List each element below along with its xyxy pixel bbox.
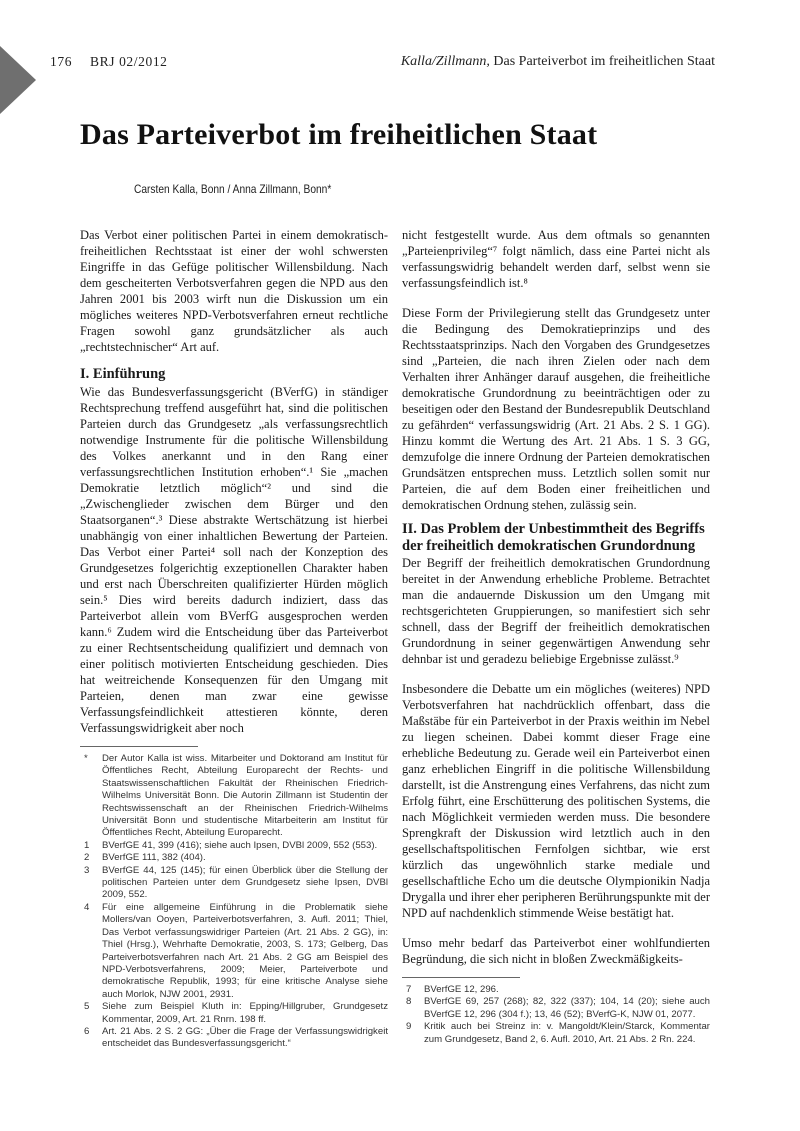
footnote: 9 Kritik auch bei Streinz in: v. Mangoldt/Klein/Starck, Kommentar zum Grundgesetz, Band 2, 6. Aufl. 2010, Art. 21 Abs. 2 Rn. 224. xyxy=(406,1021,710,1045)
running-header-authors: Kalla/Zillmann, xyxy=(400,54,490,69)
footnote-rule xyxy=(80,746,198,747)
left-footnotes xyxy=(80,753,388,1051)
page-number: 176 xyxy=(50,54,73,69)
footnote-rule xyxy=(402,977,520,978)
footnote: 2 BVerfGE 111, 382 (404). xyxy=(84,852,206,864)
footnote: 4 Für eine allgemeine Einführung in die Problematik siehe Mollers/van Ooyen, Parteiverbotsverfahren, 3. Aufl. 2011; Thiel, Das Verbot verfassungswidriger Parteien (Art. 21 Abs. 2 GG), in: Thiel (Hrsg.), Wehrhafte Demokratie, 2003, S. 173; Gelberg, Das Parteiverbotsverfahren nach Art. 21 Abs. 2 GG am Beispiel des NPD-Verbotsverfahrens, 2009; Meier, Parteiverbote und demokratische Republik, 1993; für eine kritische Analyse siehe auch Morlok, NJW 2001, 2931. xyxy=(84,901,388,1000)
footnote: 8 BVerfGE 69, 257 (268); 82, 322 (337); 104, 14 (20); siehe auch BVerfGE 12, 296 (304 f.); 13, 46 (52); BVerfG-K, NJW 01, 2077. xyxy=(406,996,710,1020)
running-header-left xyxy=(50,54,168,70)
right-footnotes xyxy=(402,984,710,1046)
footnote: 5 Siehe zum Beispiel Kluth in: Epping/Hillgruber, Grundgesetz Kommentar, 2009, Art. 21 Rnrn. 198 ff. xyxy=(84,1001,388,1025)
footnote: 1 BVerfGE 41, 399 (416); siehe auch Ipsen, DVBl 2009, 552 (553). xyxy=(84,839,378,851)
footnote: 7 BVerfGE 12, 296. xyxy=(406,984,499,995)
footnote: * Der Autor Kalla ist wiss. Mitarbeiter und Doktorand am Institut für Öffentliches Recht, Abteilung Europarecht der Rechts- und Staatswissenschaftlichen Fakultät der Rheinischen Friedrich-Wilhelms Universität Bonn. Die Autorin Zillmann ist Studentin der Rechtswissenschaft an der Rheinischen Friedrich-Wilhelms Universität Bonn und studentische Mitarbeiterin am Institut für Öffentliches Recht, Abteilung Europarecht. xyxy=(84,753,388,839)
running-header-title: Das Parteiverbot im freiheitlichen Staat xyxy=(493,54,715,69)
abstract-paragraph: Das Verbot einer politischen Partei in einem demokratisch-freiheitlichen Rechtsstaat ist einer der wohl schwersten Eingriffe in das Gefüge politischer Willensbildung. Nach dem gescheiterten Verbotsverfahren gegen die NPD aus den Jahren 2001 bis 2003 wirft nun die Diskussion um ein mögliches weiteres NPD-Verbotsverfahren erneut rechtliche Fragen sowohl ganz grundsätzlicher als auch „rechtstechnischer“ Art auf. xyxy=(80,228,388,354)
section-2-paragraph: Der Begriff der freiheitlich demokratischen Grundordnung bereitet in der Anwendung erhebliche Probleme. Betrachtet man die andauernde Diskussion um den Umgang mit rechtsgerichteten Gruppierungen, so manifestiert sich sehr schnell, dass der Begriff der freiheitlich demokratischen Grundordnung in seiner gegenwärtigen Anwendung sehr dehnbar ist und geradezu beliebige Ergebnisse zulässt.⁹ xyxy=(402,556,710,666)
running-header-right xyxy=(401,54,715,70)
section-heading-2: II. Das Problem der Unbestimmtheit des Begriffs der freiheitlich demokratischen Grundordnung xyxy=(402,521,705,554)
left-column xyxy=(80,227,388,1051)
footnote: 3 BVerfGE 44, 125 (145); für einen Überblick über die Stellung der politischen Parteien unter dem Grundgesetz siehe Ipsen, DVBl 2009, 552. xyxy=(84,864,388,901)
section-1-paragraph: Wie das Bundesverfassungsgericht (BVerfG) in ständiger Rechtsprechung treffend ausgeführt hat, sind die politischen Parteien durch das Grundgesetz „als verfassungsrechtlich notwendige Instrumente für die politische Willensbildung des Volkes anerkannt und in den Rang einer verfassungsrechtlichen Institution erhoben“.¹ Sie „machen Demokratie letztlich möglich“² und sind die „Zwischenglieder zwischen dem Bürger und den Staatsorganen“.³ Diese abstrakte Wertschätzung ist hierbei unabhängig von einer inhaltlichen Bewertung der Parteien. Das Verbot einer Partei⁴ soll nach der Konzeption des Grundgesetzes folgerichtig exzeptionellen Charakter haben und erst nach Überschreiten qualifizierter Hürden möglich sein.⁵ Dies wird bereits dadurch indiziert, dass das Parteiverbot allein vom BVerfG ausgesprochen werden kann.⁶ Zudem wird die Entscheidung über das Parteiverbot zu einer Rechtsentscheidung qualifiziert und demnach von einer politisch motivierten Entscheidung geschieden. Dies hat weitreichende Konsequenzen für den Umgang mit Parteien, denen man zwar eine gewisse Verfassungsfeindlichkeit attestieren könnte, deren Verfassungswidrigkeit aber noch xyxy=(80,385,388,735)
closing-paragraph: Umso mehr bedarf das Parteiverbot einer wohlfundierten Begründung, die sich nicht in bloßen Zweckmäßigkeits- xyxy=(402,936,710,966)
debate-paragraph: Insbesondere die Debatte um ein mögliches (weiteres) NPD Verbotsverfahren hat nachdrücklich offenbart, dass die Maßstäbe für ein Parteiverbot in der Praxis weithin im Nebel zu liegen scheinen. Dabei kommt dieser Frage eine erhebliche Bedeutung zu. Gerade weil ein Parteiverbot einen ganz erheblichen Eingriff in die politische Willensbildung darstellt, ist die Anstrengung eines Verfahrens, das nicht zum Erfolg führt, eine Erschütterung des politischen Systems, die nach Möglichkeit vermieden werden muss. Die besondere Sprengkraft der Diskussion wird letztlich auch in den gesellschaftspolitischen Fernfolgen sichtbar, wie erst kürzlich das ungewöhnlich starke mediale und gesellschaftliche Echo um die deutsche Olympionikin Nadja Drygalla und ihrer eher peripheren Berührungspunkte mit der NPD auf nachdenklich stimmende Weise bestätigt hat. xyxy=(402,682,710,920)
section-heading-1: I. Einführung xyxy=(80,366,166,382)
page-corner-marker xyxy=(0,46,36,114)
article-authors: Carsten Kalla, Bonn / Anna Zillmann, Bonn* xyxy=(134,182,332,196)
article-title: Das Parteiverbot im freiheitlichen Staat xyxy=(80,118,598,151)
footnote: 6 Art. 21 Abs. 2 S. 2 GG: „Über die Frage der Verfassungswidrigkeit entscheidet das Bundesverfassungsgericht.“ xyxy=(84,1025,388,1050)
continuation-paragraph: nicht festgestellt wurde. Aus dem oftmals so genannten „Parteienprivileg“⁷ folgt nämlich, dass eine Partei nicht als verfassungswidrig behandelt werden darf, selbst wenn sie verfassungsfeindlich ist.⁸ xyxy=(402,228,710,290)
privilege-paragraph: Diese Form der Privilegierung stellt das Grundgesetz unter die Bedingung des Demokratieprinzips und des Rechtsstaatsprinzips. Nach den Vorgaben des Grundgesetzes sind „Parteien, die nach ihren Zielen oder nach dem Verhalten ihrer Anhänger darauf ausgehen, die freiheitliche demokratische Grundordnung zu beeinträchtigen oder zu beseitigen oder den Bestand der Bundesrepublik Deutschland zu gefährden“ verfassungswidrig (Art. 21 Abs. 2 S. 1 GG). Hinzu kommt die Wertung des Art. 21 Abs. 1 S. 3 GG, demzufolge die innere Ordnung der Parteien demokratischen Grundsätzen entsprechen muss. Letztlich sollen somit nur Parteien, die auf dem Boden einer freiheitlichen und demokratischen Ordnung stehen, zulässig sein. xyxy=(402,306,710,512)
right-column xyxy=(402,227,710,1046)
journal-issue: BRJ 02/2012 xyxy=(90,54,168,69)
